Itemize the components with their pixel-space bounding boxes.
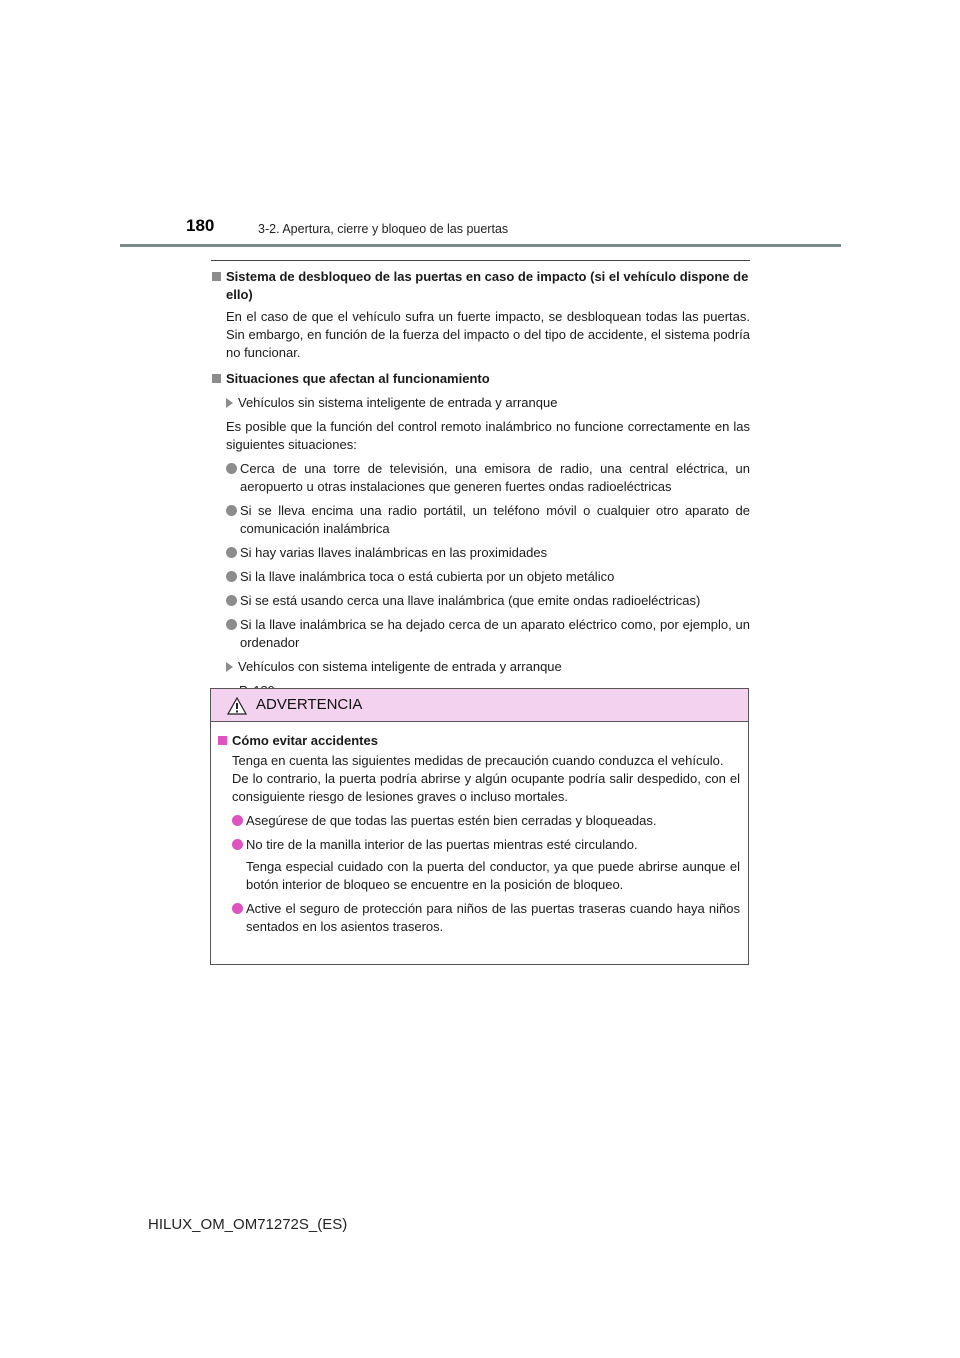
arrow-right-icon (226, 398, 233, 408)
subheading-without-smart-entry (226, 394, 750, 412)
list-item-text: Si la llave inalámbrica toca o está cubierta por un objeto metálico (240, 569, 615, 584)
list-item (226, 616, 750, 652)
list-item (226, 592, 750, 610)
square-bullet-icon (218, 736, 227, 745)
situations-intro: Es posible que la función del control remoto inalámbrico no funcione correctamente en las siguientes situaciones: (226, 419, 750, 452)
list-item (232, 900, 740, 936)
circle-bullet-icon (226, 463, 237, 474)
circle-bullet-icon (232, 903, 243, 914)
list-item-text: Active el seguro de protección para niños de las puertas traseras cuando haya niños sentados en los asientos traseros. (246, 901, 740, 934)
square-bullet-icon (212, 272, 221, 281)
warning-heading (217, 732, 740, 750)
section-heading-impact-unlock (211, 268, 750, 304)
warning-text-2: De lo contrario, la puerta podría abrirse y algún ocupante podría salir despedido, con el consiguiente riesgo de lesiones graves o incluso mortales. (232, 771, 740, 804)
content-top-rule (211, 260, 750, 261)
circle-bullet-icon (232, 815, 243, 826)
list-item-text: Si se lleva encima una radio portátil, un teléfono móvil o cualquier otro aparato de comunicación inalámbrica (240, 503, 750, 536)
warning-body (211, 722, 748, 936)
circle-bullet-icon (226, 595, 237, 606)
header-rule (120, 244, 841, 247)
warning-header (211, 689, 748, 722)
warning-title: ADVERTENCIA (256, 696, 363, 713)
subheading-with-smart-entry (226, 658, 750, 676)
circle-bullet-icon (226, 619, 237, 630)
list-item (226, 460, 750, 496)
footer-document-code: HILUX_OM_OM71272S_(ES) (148, 1216, 348, 1233)
list-item-text: Cerca de una torre de televisión, una emisora de radio, una central eléctrica, un aeropuerto u otras instalaciones que generen fuertes ondas radioeléctricas (240, 461, 750, 494)
list-item-text: Si se está usando cerca una llave inalámbrica (que emite ondas radioeléctricas) (240, 593, 701, 608)
list-item (232, 812, 740, 830)
square-bullet-icon (212, 374, 221, 383)
warning-bullet-note: Tenga especial cuidado con la puerta del conductor, ya que puede abrirse aunque el botón interior de bloqueo se encuentre en la posición de bloqueo. (246, 859, 740, 892)
heading-text: Cómo evitar accidentes (232, 733, 378, 748)
main-content (211, 268, 750, 700)
list-item (226, 502, 750, 538)
subheading-text: Vehículos con sistema inteligente de entrada y arranque (238, 659, 562, 674)
list-item (226, 544, 750, 562)
list-item-text: Si la llave inalámbrica se ha dejado cerca de un aparato eléctrico como, por ejemplo, un ordenador (240, 617, 750, 650)
circle-bullet-icon (232, 839, 243, 850)
list-item-text: Asegúrese de que todas las puertas estén bien cerradas y bloqueadas. (246, 813, 657, 828)
circle-bullet-icon (226, 505, 237, 516)
warning-box (210, 688, 749, 965)
heading-text: Sistema de desbloqueo de las puertas en caso de impacto (si el vehículo dispone de ello) (226, 269, 749, 302)
impact-unlock-text: En el caso de que el vehículo sufra un fuerte impacto, se desbloquean todas las puertas. Sin embargo, en función de la fuerza del impacto o del tipo de accidente, el sistema podría no funcionar. (226, 309, 750, 360)
warning-text-1: Tenga en cuenta las siguientes medidas de precaución cuando conduzca el vehículo. (232, 753, 724, 768)
section-title: 3-2. Apertura, cierre y bloqueo de las puertas (258, 222, 509, 236)
list-item (226, 568, 750, 586)
circle-bullet-icon (226, 571, 237, 582)
warning-triangle-icon (227, 697, 247, 715)
circle-bullet-icon (226, 547, 237, 558)
heading-text: Situaciones que afectan al funcionamiento (226, 371, 490, 386)
section-heading-situations (211, 370, 750, 388)
list-item-text: No tire de la manilla interior de las puertas mientras esté circulando. (246, 837, 638, 852)
list-item-text: Si hay varias llaves inalámbricas en las proximidades (240, 545, 548, 560)
list-item (232, 836, 740, 854)
arrow-right-icon (226, 662, 233, 672)
page-number: 180 (186, 216, 215, 235)
subheading-text: Vehículos sin sistema inteligente de entrada y arranque (238, 395, 558, 410)
